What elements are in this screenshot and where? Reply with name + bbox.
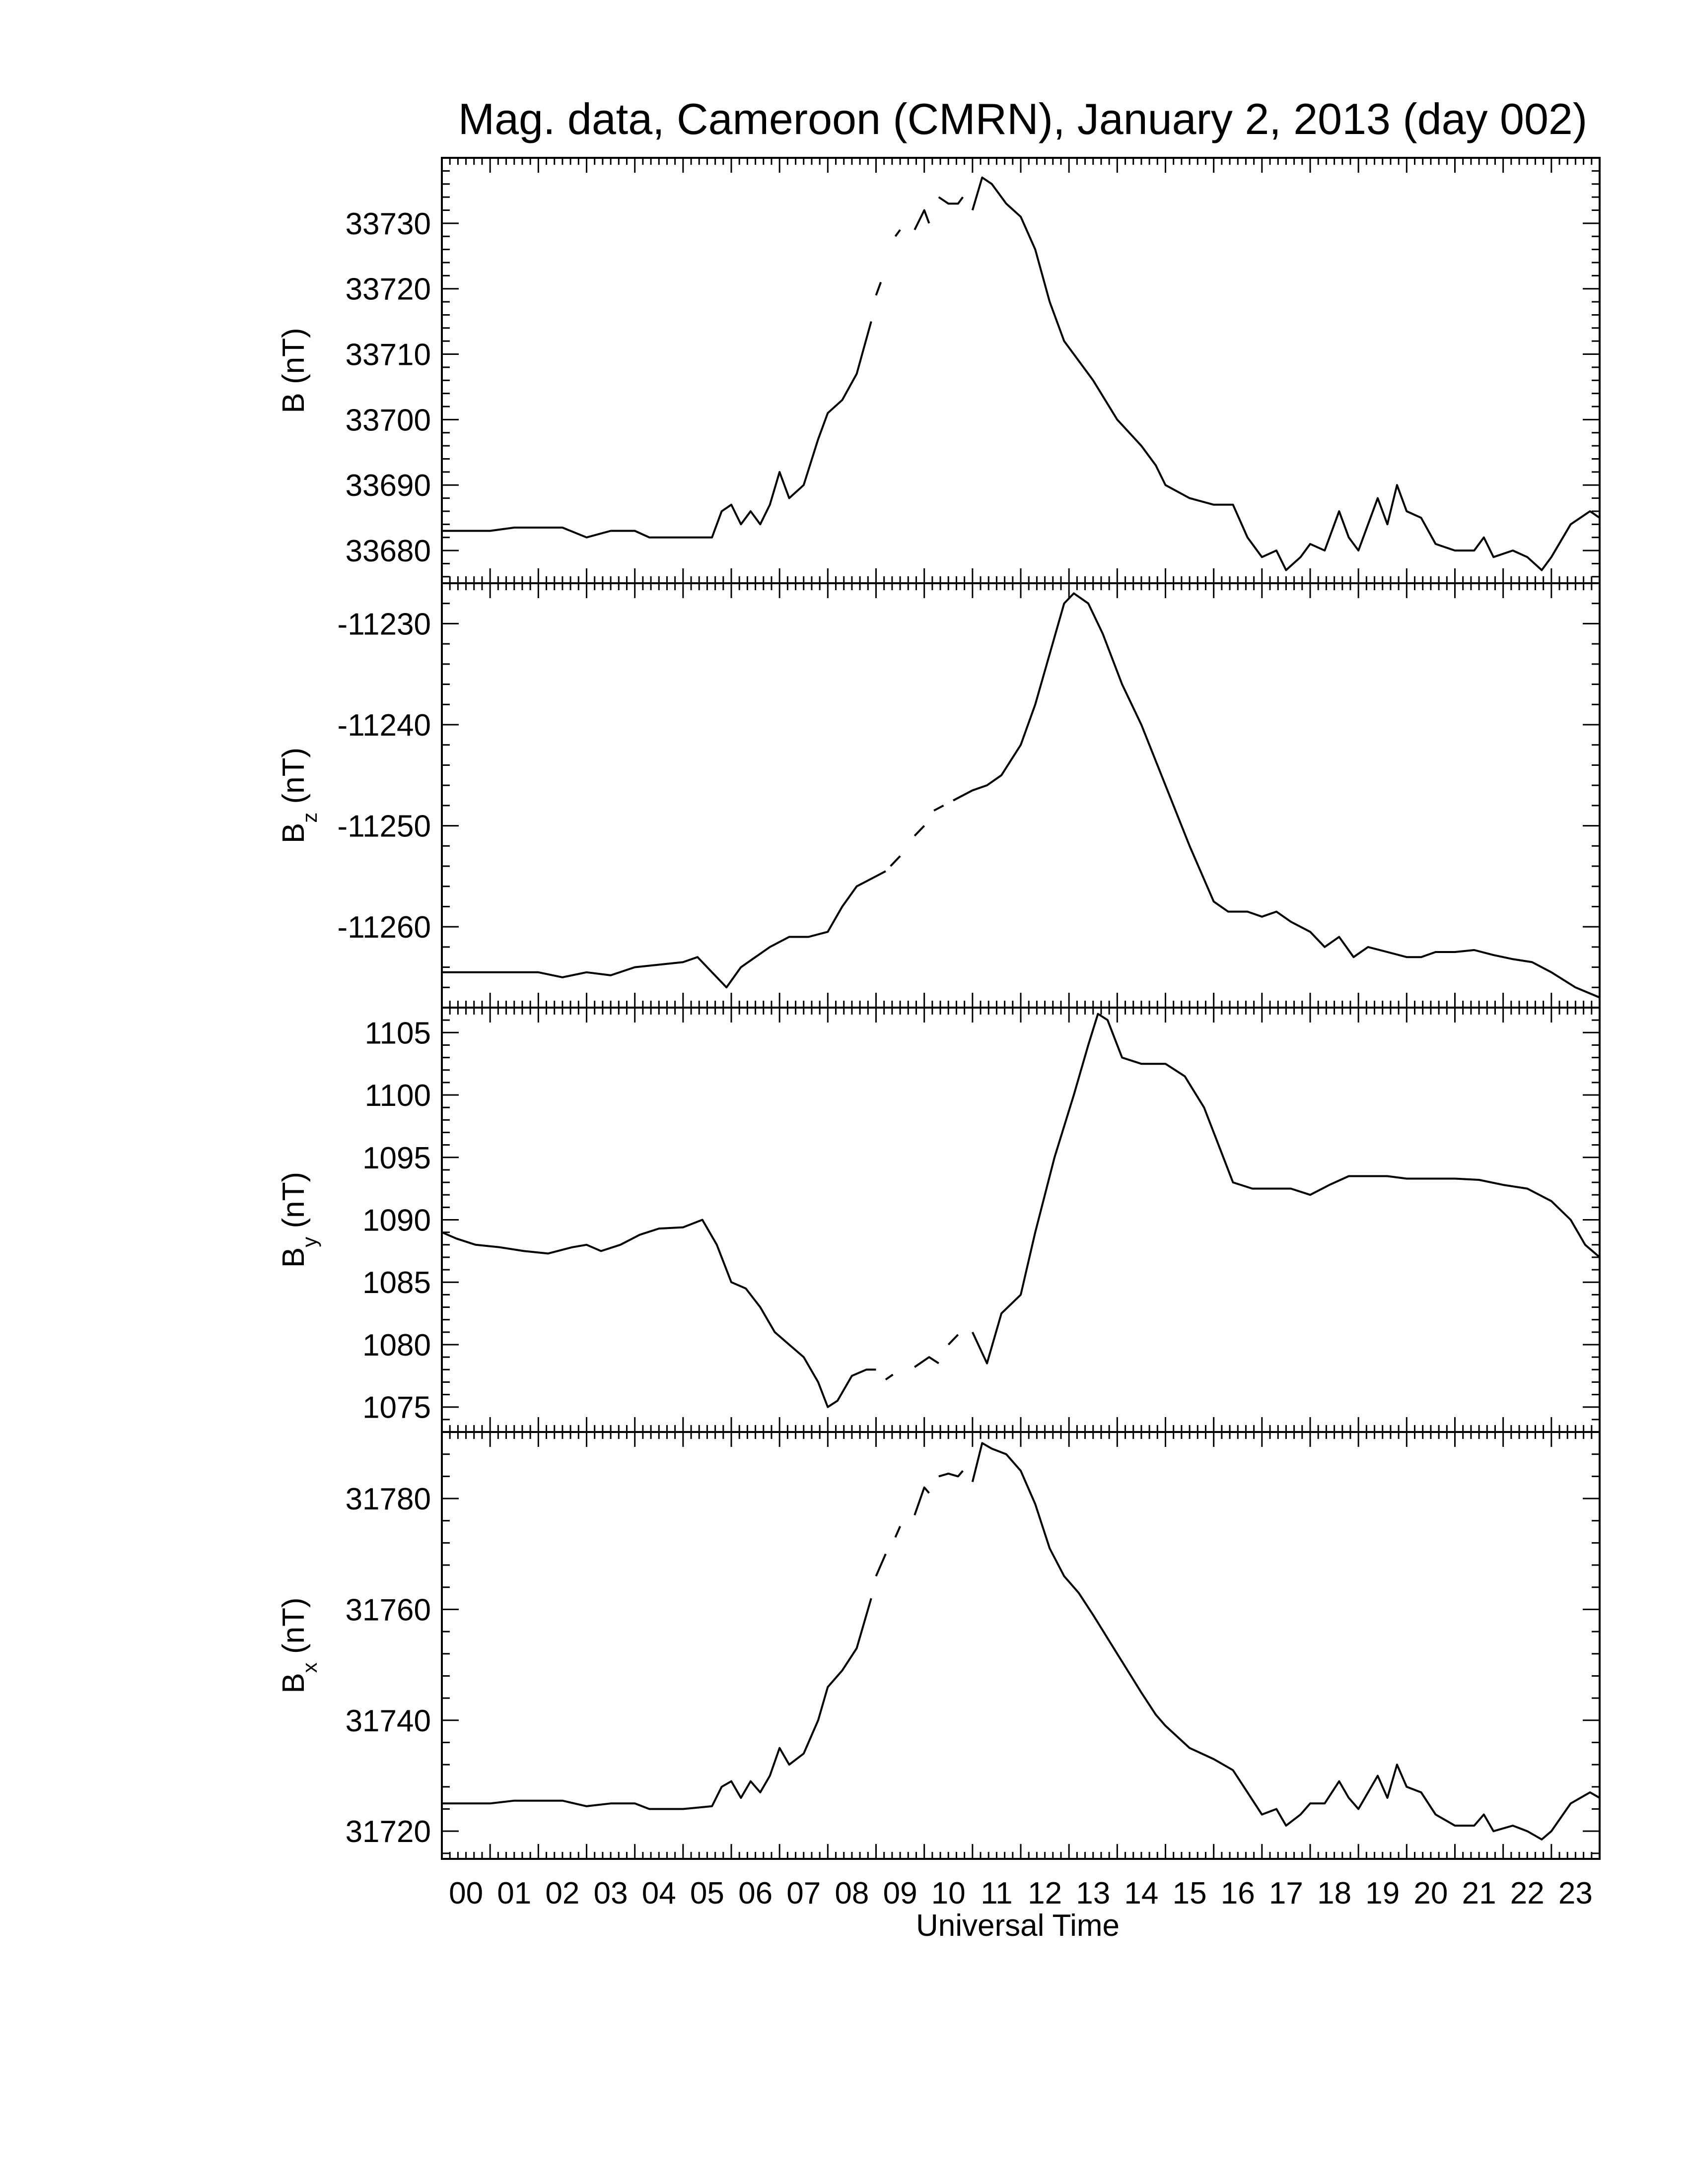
y-tick-label: 33700 — [345, 403, 431, 438]
y-axis-label-main: B — [277, 822, 311, 844]
x-tick-label: 00 — [449, 1876, 484, 1911]
x-tick-label: 08 — [835, 1876, 869, 1911]
y-tick-label: 1100 — [364, 1079, 431, 1113]
x-tick-label: 14 — [1124, 1876, 1159, 1911]
y-axis-label-unit: (nT) — [277, 1171, 311, 1237]
x-axis-label: Universal Time — [916, 1909, 1120, 1943]
x-tick-label: 11 — [981, 1876, 1013, 1911]
x-tick-label: 13 — [1076, 1876, 1111, 1911]
chart-title: Mag. data, Cameroon (CMRN), January 2, 2013 (day 002) — [458, 94, 1588, 143]
y-axis-label-main: B — [277, 1247, 311, 1268]
y-tick-label: 33680 — [345, 534, 431, 569]
y-axis-label-main: B — [277, 393, 311, 413]
y-tick-label: 1105 — [364, 1016, 431, 1051]
x-tick-label: 10 — [931, 1876, 966, 1911]
y-tick-label: 31760 — [345, 1593, 431, 1628]
x-tick-label: 23 — [1558, 1876, 1593, 1911]
y-tick-label: 33730 — [345, 206, 431, 241]
y-tick-label: -11240 — [337, 708, 431, 743]
y-tick-label: -11260 — [337, 910, 431, 945]
y-tick-label: 33690 — [345, 469, 431, 503]
x-tick-label: 01 — [497, 1876, 532, 1911]
y-tick-label: 1080 — [362, 1328, 431, 1363]
y-tick-label: 1075 — [362, 1390, 431, 1425]
x-tick-label: 22 — [1510, 1876, 1545, 1911]
x-tick-label: 21 — [1462, 1876, 1496, 1911]
y-axis-label-unit: (nT) — [277, 328, 311, 393]
y-tick-label: 1085 — [362, 1266, 431, 1300]
y-axis-label-main: B — [277, 1673, 311, 1694]
y-tick-label: 33710 — [345, 338, 431, 372]
x-tick-label: 15 — [1172, 1876, 1207, 1911]
x-tick-label: 16 — [1220, 1876, 1255, 1911]
x-tick-label: 02 — [545, 1876, 580, 1911]
y-axis-label-subscript: z — [298, 812, 321, 823]
y-axis-label-unit: (nT) — [277, 1597, 311, 1663]
x-tick-label: 18 — [1317, 1876, 1352, 1911]
x-tick-label: 09 — [883, 1876, 917, 1911]
y-tick-label: -11230 — [337, 607, 431, 642]
x-tick-label: 07 — [786, 1876, 821, 1911]
x-tick-label: 06 — [738, 1876, 773, 1911]
y-tick-label: 31780 — [345, 1482, 431, 1517]
y-tick-label: -11250 — [337, 809, 431, 844]
y-tick-label: 31740 — [345, 1704, 431, 1738]
x-tick-label: 04 — [641, 1876, 676, 1911]
x-tick-label: 03 — [593, 1876, 628, 1911]
y-axis-label-B — [277, 328, 311, 413]
x-tick-label: 17 — [1268, 1876, 1303, 1911]
y-axis-label-subscript: y — [298, 1236, 321, 1247]
x-tick-label: 05 — [690, 1876, 724, 1911]
y-tick-label: 31720 — [345, 1815, 431, 1849]
x-tick-label: 19 — [1365, 1876, 1400, 1911]
x-tick-label: 20 — [1413, 1876, 1448, 1911]
y-axis-label-subscript: x — [298, 1662, 321, 1673]
y-axis-label-unit: (nT) — [277, 747, 311, 813]
y-tick-label: 33720 — [345, 272, 431, 307]
y-tick-label: 1095 — [362, 1141, 431, 1175]
x-tick-label: 12 — [1028, 1876, 1062, 1911]
y-tick-label: 1090 — [362, 1203, 431, 1238]
